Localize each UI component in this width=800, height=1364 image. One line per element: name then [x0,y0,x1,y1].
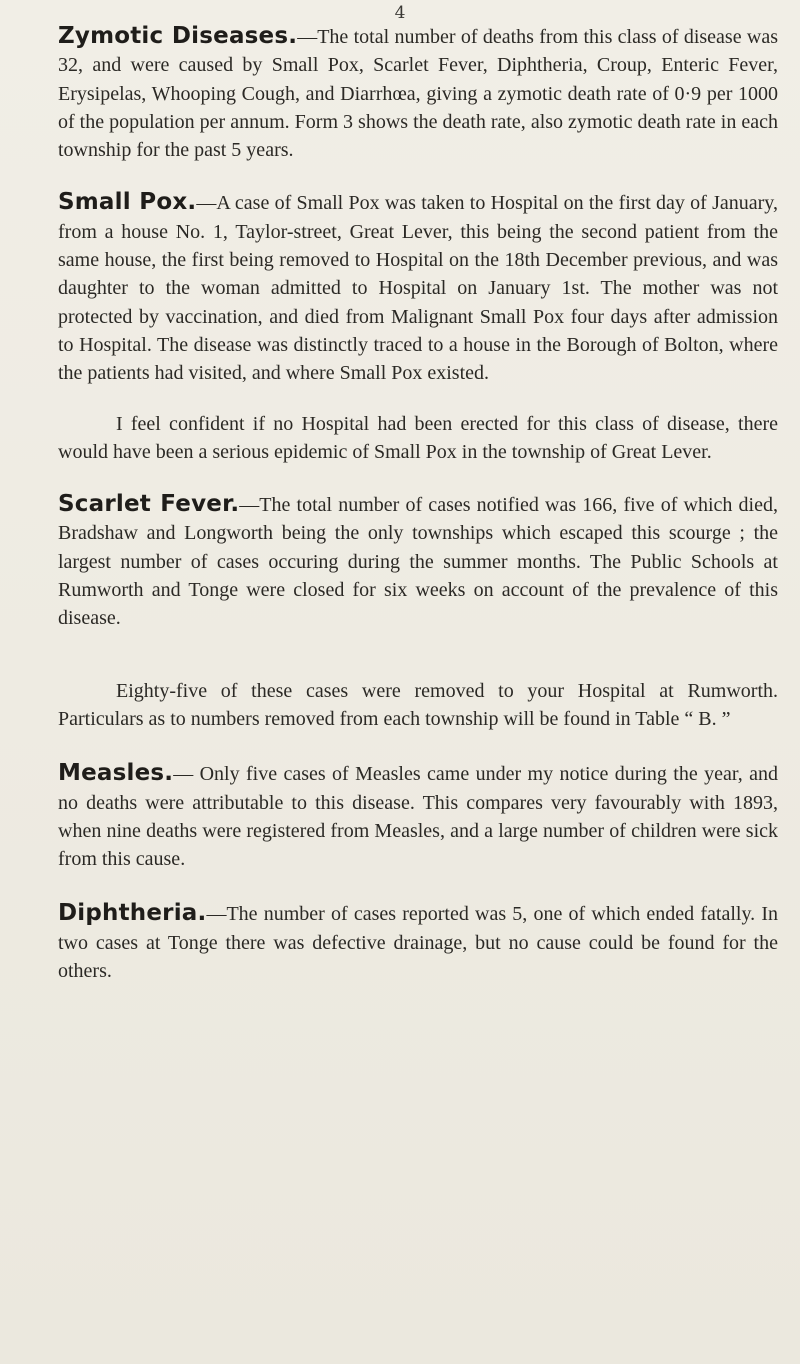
scarlet-fever-paragraph [58,490,778,632]
zymotic-diseases-text: —The total number of deaths from this class of disease was 32, and were caused by Small Pox, Scarlet Fever, Diphtheria, Croup, Enteric Fever, Erysipelas, Whooping Cough, and Diarrhœa, giving a zymotic death rate of 0·9 per 1000 of the population per annum. Form 3 shows the death rate, also zymotic death rate in each township for the past 5 years. [58,26,779,162]
scarlet-fever-heading: Scarlet Fever. [58,491,240,518]
zymotic-diseases-heading: Zymotic Diseases. [58,23,298,49]
zymotic-diseases-paragraph [58,22,778,164]
diphtheria-text: —The number of cases reported was 5, one of which ended fatally. In two cases at Tonge there was defective drainage, but no cause could be found for the others. [58,903,778,983]
eighty-five-paragraph [58,677,778,734]
small-pox-text: —A case of Small Pox was taken to Hospital on the first day of January, from a house No. 1, Taylor-street, Great Lever, this being the second patient from the same house, the first being removed to Hospital on the 18th December previous, and was daughter to the woman admitted to Hospital on January 1st. The mother was not protected by vaccination, and died from Malignant Small Pox four days after admission to Hospital. The disease was distinctly traced to a house in the Borough of Bolton, where the patients had visited, and where Small Pox existed. [58,192,778,385]
measles-heading: Measles. [58,760,174,787]
small-pox-paragraph [58,188,778,387]
confident-text: I feel confident if no Hospital had been erected for this class of disease, there would have been a serious epidemic of Small Pox in the township of Great Lever. [58,412,778,463]
confident-paragraph [58,410,778,467]
eighty-five-text: Eighty-five of these cases were removed to your Hospital at Rumworth. Particulars as to numbers removed from each township will be found in Table “ B. ” [58,679,778,730]
scarlet-fever-text: —The total number of cases notified was 166, five of which died, Bradshaw and Longworth being the only townships which escaped this scourge ; the largest number of cases occuring during the summer months. The Public Schools at Rumworth and Tonge were closed for six weeks on account of the prevalence of this disease. [58,494,778,630]
measles-text: — Only five cases of Measles came under my notice during the year, and no deaths were attributable to this disease. This compares very favourably with 1893, when nine deaths were registered from Measles, and a large number of children were sick from this cause. [58,763,778,871]
page-number: 4 [394,3,406,23]
diphtheria-paragraph [58,899,778,985]
report-body [58,22,778,985]
small-pox-heading: Small Pox. [58,189,197,216]
diphtheria-heading: Diphtheria. [58,900,207,927]
measles-paragraph [58,759,778,873]
